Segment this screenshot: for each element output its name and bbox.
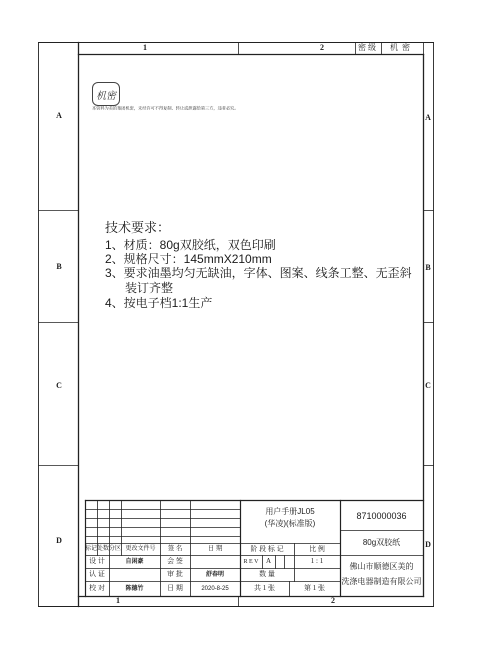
zone-bottom-1: 1: [116, 596, 120, 605]
requirement-line: 4、按电子档1:1生产: [105, 296, 213, 310]
header-zone: 分区: [109, 546, 122, 552]
right-zone-ticks: [424, 211, 434, 466]
company-name-line-1: 佛山市顺德区美的: [349, 562, 414, 571]
zone-right-c: C: [425, 381, 431, 390]
secrecy-label: 密级: [358, 43, 378, 52]
zone-left-d: D: [56, 536, 62, 545]
scale-value: 1 : 1: [310, 557, 324, 565]
zone-left-b: B: [56, 262, 62, 271]
approver-name: 舒春明: [205, 571, 224, 578]
header-date: 日 期: [207, 544, 223, 552]
date-label: 日 期: [167, 584, 183, 592]
zone-right-b: B: [425, 263, 431, 272]
document-edition: (华凌)(标准版): [264, 519, 316, 528]
company-name-line-2: 洗涤电器制造有限公司: [341, 577, 422, 586]
header-mark: 标记: [85, 546, 98, 552]
countersign-label: 会 签: [167, 557, 183, 565]
quantity-label: 数 量: [259, 570, 275, 578]
check-label: 校 对: [89, 584, 105, 592]
certify-label: 认 证: [89, 570, 105, 578]
header-change-doc: 更改文件号: [125, 546, 156, 552]
requirement-line: 1、材质：80g双胶纸，双色印刷: [105, 238, 276, 252]
requirement-line: 2、规格尺寸：145mmX210mm: [105, 252, 272, 266]
design-label: 设 计: [89, 557, 105, 565]
requirement-line: 装订齐整: [125, 281, 174, 295]
zone-left-c: C: [56, 381, 62, 390]
confidential-stamp-logo: 机密: [92, 82, 120, 106]
requirements-heading: 技术要求：: [105, 220, 171, 235]
stage-mark-label: 阶 段 标 记: [250, 544, 284, 553]
zone-top-2: 2: [320, 43, 324, 52]
approve-label: 审 批: [167, 570, 183, 578]
material: 80g双胶纸: [362, 538, 401, 547]
secrecy-value: 机密: [390, 43, 414, 52]
zone-right-a: A: [425, 113, 431, 122]
zone-top-1: 1: [143, 43, 147, 52]
sheet-index: 第 1 张: [304, 584, 325, 592]
header-signature: 签 名: [167, 544, 183, 552]
zone-left-a: A: [56, 111, 62, 120]
rev-value: A: [265, 557, 272, 565]
checker-name: 陈德竹: [125, 585, 144, 592]
zone-right-d: D: [425, 540, 431, 549]
date-value: 2020-8-25: [201, 585, 229, 592]
confidentiality-notice: 本资料为美的集团机密，未经许可不得复制、转让或泄露给第三方，违者必究。: [92, 105, 239, 111]
sheet-total: 共 1 张: [254, 584, 275, 592]
scale-label: 比 例: [309, 544, 325, 553]
header-count: 处数: [97, 546, 110, 552]
zone-bottom-2: 2: [331, 596, 335, 605]
designer-name: 自闲豪: [125, 558, 144, 565]
document-name: 用户手册JL05: [265, 507, 315, 516]
rev-label: R E V: [243, 558, 259, 565]
requirement-line: 3、要求油墨均匀无缺油，字体、图案、线条工整、无歪斜: [105, 266, 412, 280]
drawing-number: 8710000036: [356, 510, 407, 521]
left-zone-ticks: [39, 211, 79, 466]
